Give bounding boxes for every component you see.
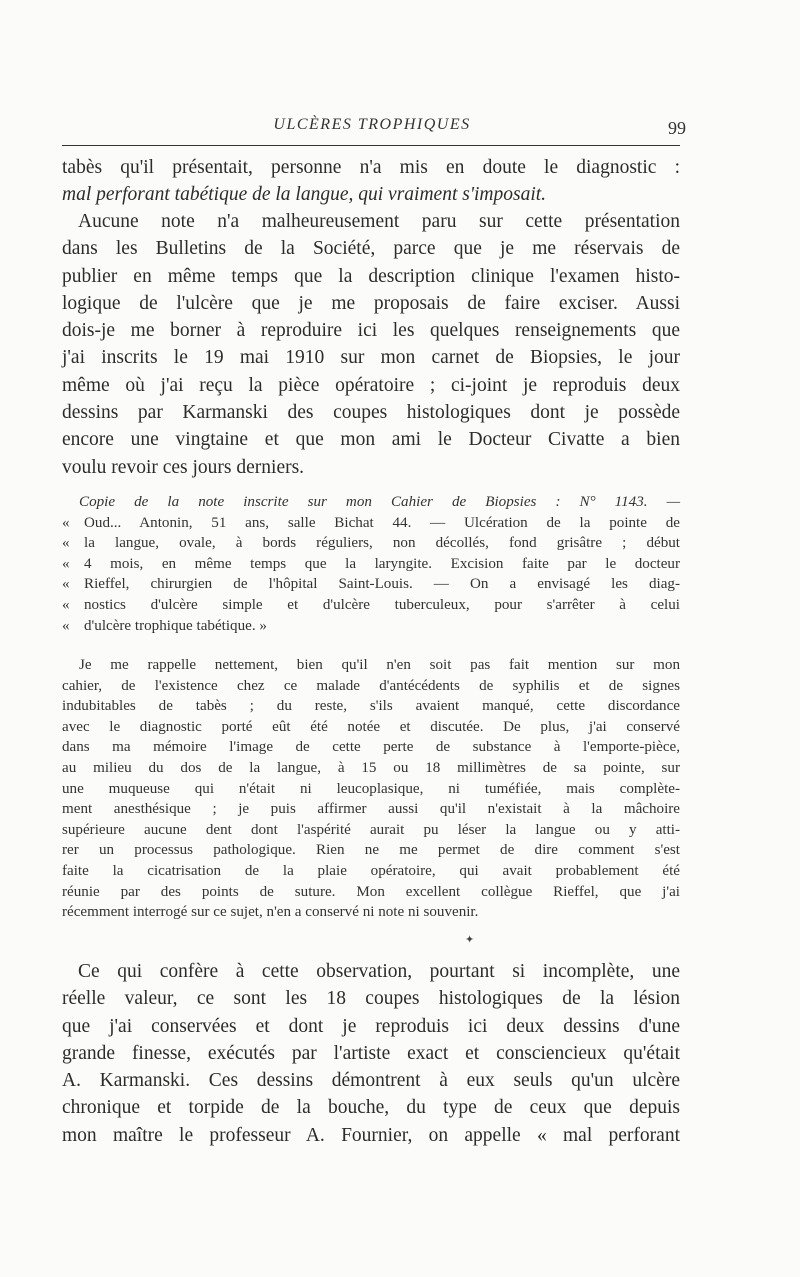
quoted-line [62, 533, 680, 554]
emphasis: mal perforant tabétique de la langue, qui vraiment s'imposait. [62, 184, 547, 206]
text-line: faite la cicatrisation de la plaie opératoire, qui avait probablement été [62, 862, 680, 879]
text-line: grande finesse, exécutés par l'artiste exact et consciencieux qu'était [62, 1042, 680, 1064]
running-title: ULCÈRES TROPHIQUES [273, 116, 471, 133]
text-line: Je me rappelle nettement, bien qu'il n'en soit pas fait mention sur mon [79, 657, 680, 673]
text-line: dans les Bulletins de la Société, parce que je me réservais de [62, 238, 680, 260]
text-line: logique de l'ulcère que je me proposais de faire exciser. Aussi [62, 292, 680, 314]
text-line: que j'ai conservées et dont je reproduis ici deux dessins d'une [62, 1015, 680, 1037]
closing-quote-mark: » [259, 617, 267, 634]
text-line: chronique et torpide de la bouche, du type de ceux que depuis [62, 1097, 680, 1119]
quoted-line [62, 574, 680, 595]
paragraph-continuation [62, 154, 680, 209]
text-line: tabès qu'il présentait, personne n'a mis en doute le diagnostic : [62, 157, 680, 178]
quoted-text: 4 mois, en même temps que la laryngite. Excision faite par le docteur [84, 555, 680, 572]
header-rule [62, 145, 680, 146]
paragraph-presentation [62, 208, 680, 481]
text-line: dois-je me borner à reproduire ici les quelques renseignements que [62, 320, 680, 342]
quoted-text: Rieffel, chirurgien de l'hôpital Saint-Louis. — On a envisagé les diag- [84, 576, 680, 593]
quoted-line [62, 513, 680, 534]
section-ornament: ✦ [465, 934, 475, 946]
text-line: dessins par Karmanski des coupes histologiques dont je possède [62, 402, 680, 424]
text-line: j'ai inscrits le 19 mai 1910 sur mon carnet de Biopsies, le jour [62, 347, 680, 369]
quote-mark: « [62, 576, 70, 593]
text-line: au milieu du dos de la langue, à 15 ou 18 millimètres de sa pointe, sur [62, 759, 680, 776]
text-line: avec le diagnostic porté eût été notée et discutée. De plus, j'ai conservé [62, 718, 680, 735]
text-line: réelle valeur, ce sont les 18 coupes histologiques de la lésion [62, 988, 680, 1010]
quote-mark: « [62, 535, 70, 552]
quote-mark: « [62, 617, 70, 634]
text-line: mon maître le professeur A. Fournier, on appelle « mal perforant [62, 1124, 680, 1146]
quote-mark: « [62, 514, 70, 531]
text-line: publier en même temps que la description clinique l'examen histo- [62, 265, 680, 287]
text-line: indubitables de tabès ; du reste, s'ils avaient manqué, cette discordance [62, 698, 680, 715]
text-line: voulu revoir ces jours derniers. [62, 456, 305, 478]
quote-mark: « [62, 596, 70, 613]
text-line: récemment interrogé sur ce sujet, n'en a conservé ni note ni souvenir. [62, 904, 479, 921]
quoted-text: la langue, ovale, à bords réguliers, non décollés, fond grisâtre ; début [84, 535, 680, 552]
quoted-line [62, 616, 680, 637]
text-line: encore une vingtaine et que mon ami le Docteur Civatte a bien [62, 429, 680, 451]
quoted-text: Oud... Antonin, 51 ans, salle Bichat 44. — Ulcération de la pointe de [84, 514, 680, 531]
quote-mark: « [62, 555, 70, 572]
text-line: une muqueuse qui n'était ni leucoplasique, ni tuméfiée, mais complète- [62, 780, 680, 797]
text-line: rer un processus pathologique. Rien ne me permet de dire comment s'est [62, 842, 680, 859]
text-line: même où j'ai reçu la pièce opératoire ; ci-joint je reproduis deux [62, 374, 680, 396]
paragraph-histology [62, 958, 680, 1149]
quoted-line [62, 554, 680, 575]
page-header [62, 114, 686, 142]
paragraph-recollection [62, 655, 680, 923]
text-line: ment anesthésique ; je puis affirmer aussi qu'il n'existait à la mâchoire [62, 801, 680, 818]
note-heading: Copie de la note inscrite sur mon Cahier de Biopsies : N° 1143. — [79, 494, 680, 510]
biopsy-note [62, 492, 680, 636]
text-line: A. Karmanski. Ces dessins démontrent à eux seuls qu'un ulcère [62, 1070, 680, 1092]
text-line: réunie par des points de suture. Mon excellent collègue Rieffel, que j'ai [62, 883, 680, 900]
quoted-line [62, 595, 680, 616]
page-number: 99 [668, 118, 686, 138]
quoted-text: d'ulcère trophique tabétique. [84, 617, 256, 634]
text-line: cahier, de l'existence chez ce malade d'antécédents de syphilis et de signes [62, 677, 680, 694]
quoted-text: nostics d'ulcère simple et d'ulcère tuberculeux, pour s'arrêter à celui [84, 596, 680, 613]
text-line: Aucune note n'a malheureusement paru sur cette présentation [78, 211, 680, 232]
text-line [62, 181, 680, 208]
text-line: supérieure aucune dent dont l'aspérité aurait pu léser la langue ou y atti- [62, 821, 680, 838]
text-line: dans ma mémoire l'image de cette perte de substance à l'emporte-pièce, [62, 739, 680, 756]
text-line: Ce qui confère à cette observation, pourtant si incomplète, une [78, 961, 680, 982]
